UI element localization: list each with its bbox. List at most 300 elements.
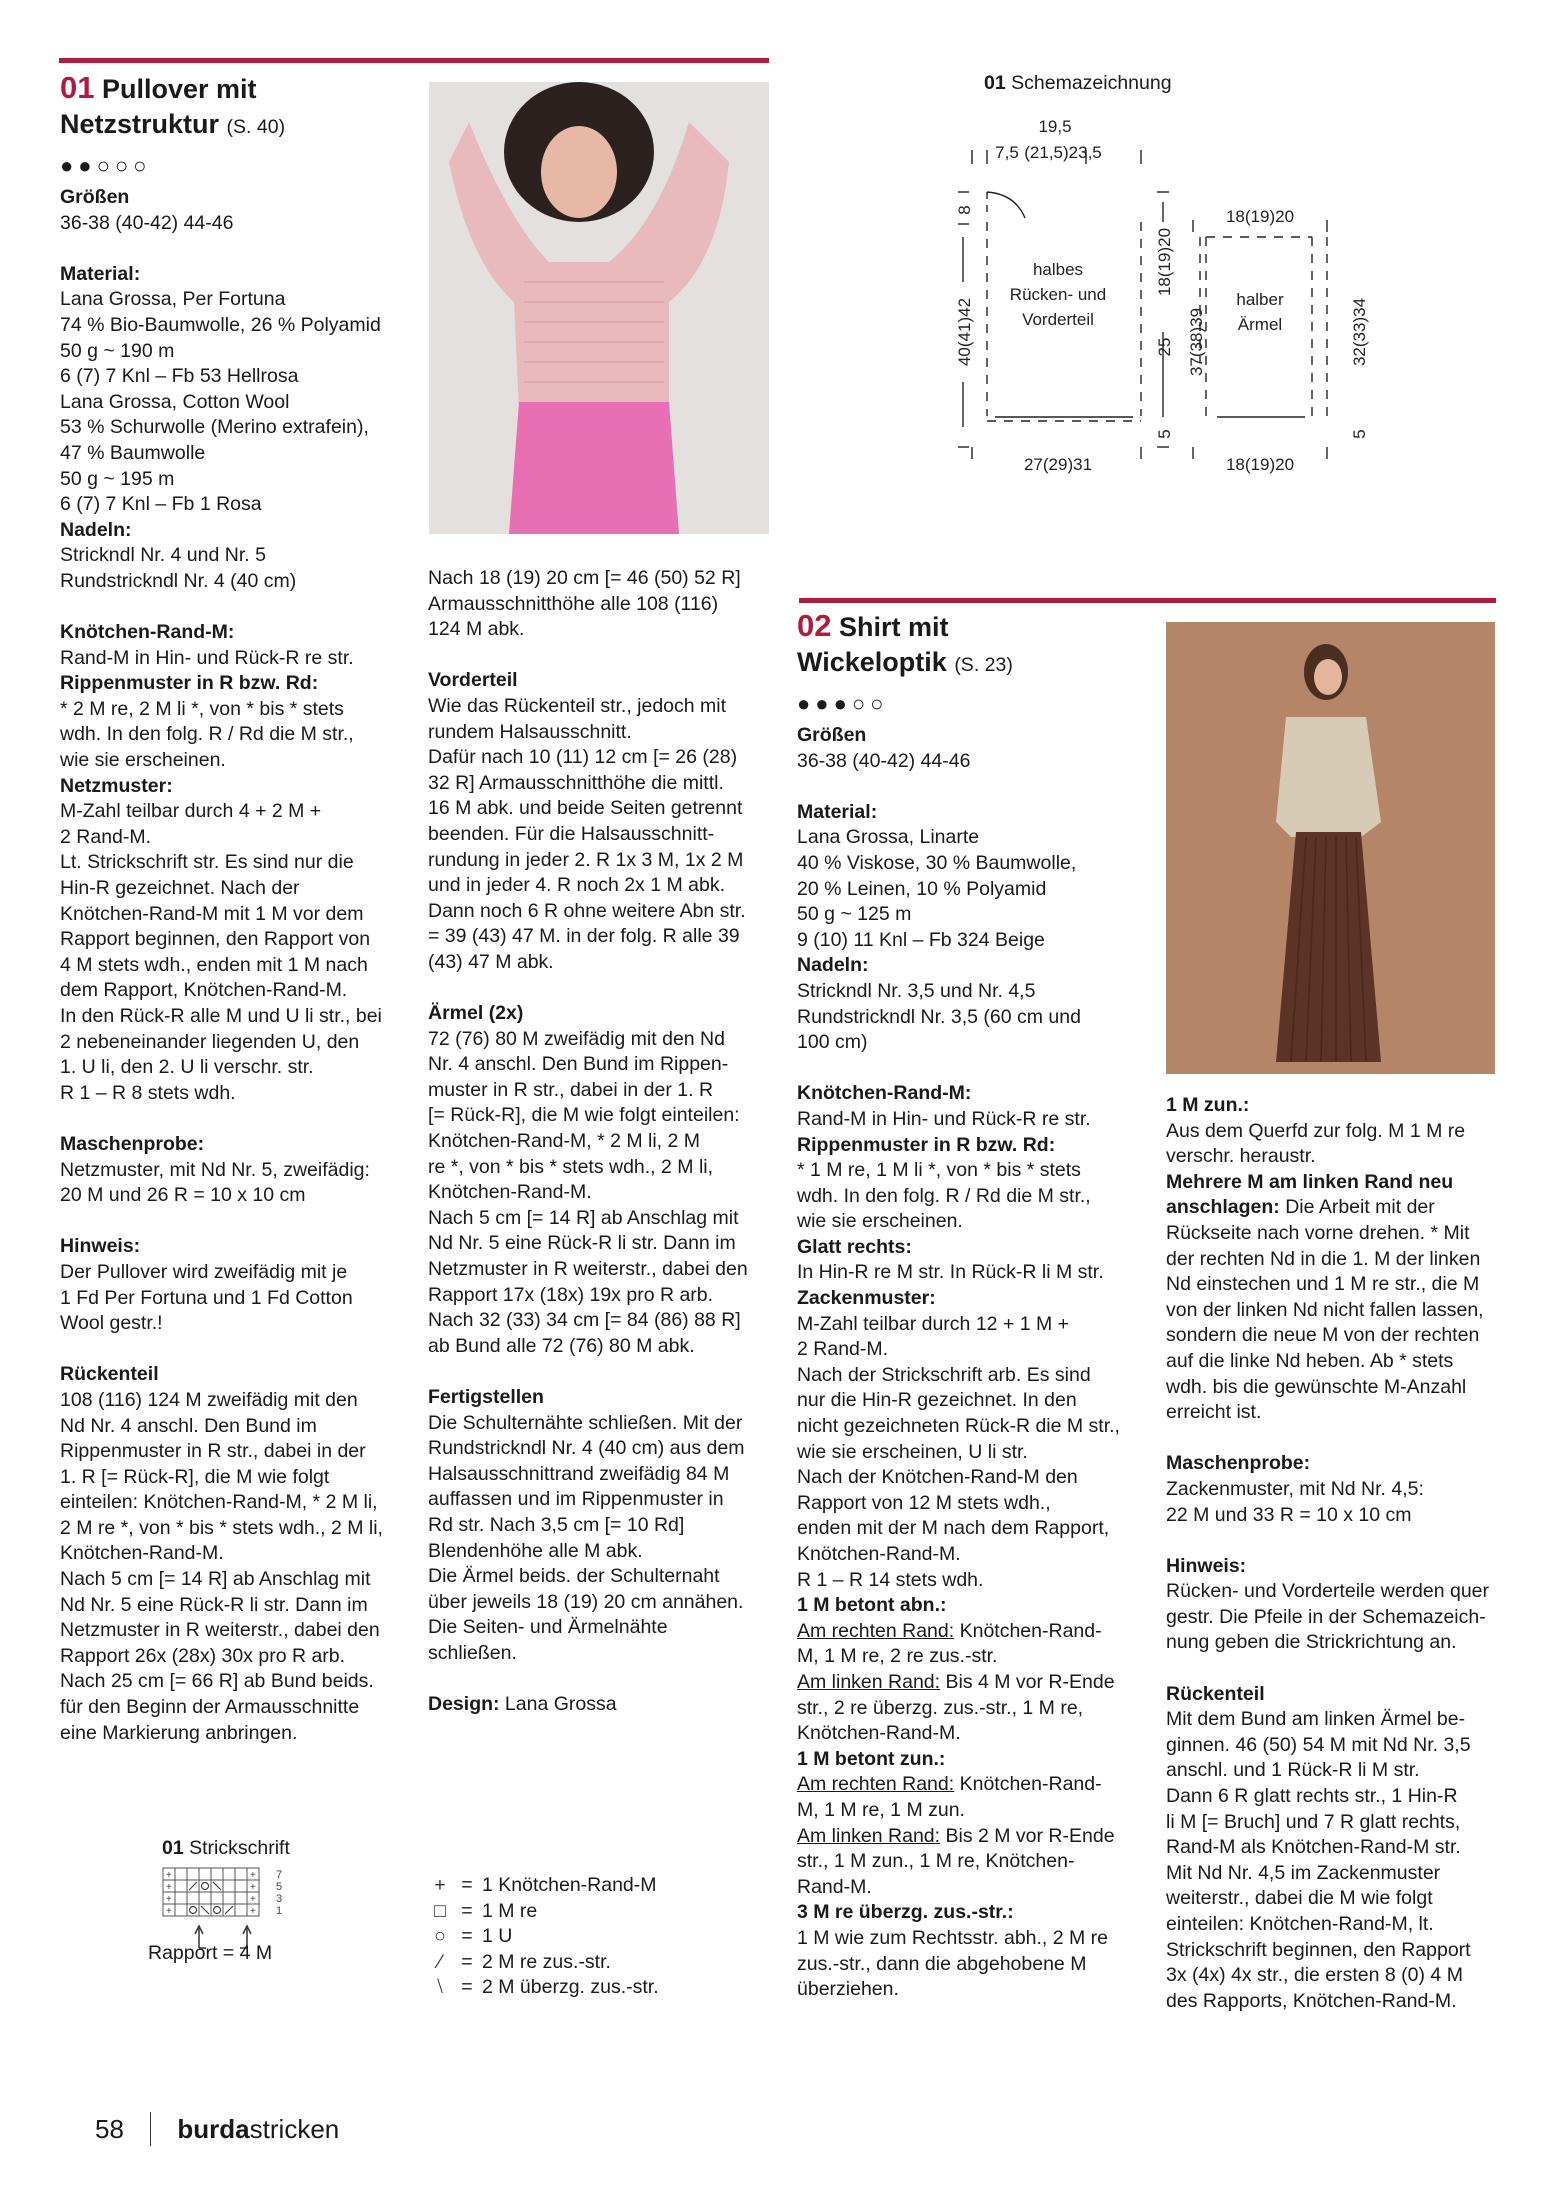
line-text: Aus dem Querfd zur folg. M 1 M re [1166,1119,1466,1142]
page-number: 58 [95,2113,124,2144]
text-line [428,1590,773,1616]
column-2-text [428,566,773,1718]
text-line [60,697,400,723]
text-line [797,1926,1142,1952]
line-text: li M [= Bruch] und 7 R glatt rechts, [1166,1810,1461,1833]
line-text: Rundstrickndl Nr. 4 (40 cm) aus dem [428,1437,745,1460]
line-text: Mit dem Bund am linken Ärmel be- [1166,1708,1466,1731]
line-text: 20 % Leinen, 10 % Polyamid [797,877,1047,900]
dim-top-total: 19,5 [1038,117,1072,136]
line-text: M, 1 M re, 2 re zus.-str. [797,1645,998,1668]
line-text: Nadeln: [60,518,132,541]
pattern-number-2: 02 [797,608,832,643]
text-line [428,1513,773,1539]
line-text: 3 M re überzg. zus.-str.: [797,1901,1014,1924]
text-line [60,1030,400,1056]
text-line [60,850,400,876]
paragraph-gap [1166,1656,1511,1682]
paragraph-gap [797,1056,1142,1082]
text-line [797,1721,1142,1747]
legend-equals: = [461,1976,473,1999]
line-rest: Bis 4 M vor R-Ende [940,1670,1115,1693]
section-heading [60,620,400,646]
line-text: weiterstr., dabei die M wie folgt [1166,1887,1433,1910]
line-text: * 2 M re, 2 M li *, von * bis * stets [60,697,344,720]
line-text: 20 M und 26 R = 10 x 10 cm [60,1184,306,1207]
svg-text:+: + [166,1870,172,1881]
text-line [428,1564,773,1590]
text-line [428,1103,773,1129]
legend-row [428,1975,748,2001]
line-text: 2 Rand-M. [60,825,152,848]
line-text: Nd Nr. 4 anschl. Den Bund im [60,1414,317,1437]
line-text: Rundstrickndl Nr. 4 (40 cm) [60,569,297,592]
text-line [1166,1784,1511,1810]
line-text: 36-38 (40-42) 44-46 [797,749,971,772]
text-line [1166,1630,1511,1656]
text-line [797,1491,1142,1517]
text-line [797,1158,1142,1184]
legend-text: 1 U [482,1925,513,1948]
line-text: ginnen. 46 (50) 54 M mit Nd Nr. 3,5 [1166,1733,1471,1756]
text-line [60,1004,400,1030]
line-text: Nach der Knötchen-Rand-M den [797,1466,1078,1489]
line-text: 22 M und 33 R = 10 x 10 cm [1166,1503,1412,1526]
text-line [797,1952,1142,1978]
line-text: Knötchen-Rand-M. [428,1181,592,1204]
section-heading [60,671,400,697]
text-line [1166,1758,1511,1784]
text-line [60,1311,400,1337]
line-text: Wie das Rückenteil str., jedoch mit [428,694,727,717]
text-line [797,1670,1142,1696]
text-line [428,1027,773,1053]
column-1 [60,70,400,1746]
text-line [60,876,400,902]
line-text: eine Markierung anbringen. [60,1721,298,1744]
svg-text:+: + [250,1870,256,1881]
line-text: Nadeln: [797,954,869,977]
line-text: Knötchen-Rand-M. [797,1543,961,1565]
dim-sleeve-left: 37(38)39 [1187,307,1206,377]
paragraph-gap [1166,1426,1511,1452]
page-footer [95,2112,339,2146]
text-line [1166,1605,1511,1631]
line-rest: Bis 2 M vor R-Ende [940,1824,1115,1847]
line-rest: Lana Grossa [499,1693,617,1716]
line-text: über jeweils 18 (19) 20 cm annähen. [428,1590,744,1613]
text-line [1166,1400,1511,1426]
text-line [60,1465,400,1491]
text-line [428,1129,773,1155]
line-text: 1 Fd Per Fortuna und 1 Fd Cotton [60,1286,353,1309]
line-text: Armausschnitthöhe alle 108 (116) [428,592,719,615]
line-text: nung geben die Strickrichtung an. [1166,1631,1457,1654]
line-text: Am rechten Rand: [797,1773,955,1796]
line-text: 50 g ~ 125 m [797,903,912,926]
text-line [60,1081,400,1107]
text-line [1166,1144,1511,1170]
line-text: Die Schulternähte schließen. Mit der [428,1411,743,1434]
line-text: Rapport 17x (18x) 19x pro R arb. [428,1283,714,1306]
text-line [428,924,773,950]
line-text: Lana Grossa, Linarte [797,826,980,849]
section-heading [797,1133,1142,1159]
text-line [428,566,773,592]
dim-rib: 5 [1155,429,1174,439]
text-line [1166,1323,1511,1349]
dim-neck: 8 [955,205,974,215]
text-line [797,1030,1142,1056]
text-line [797,1363,1142,1389]
symbol-legend [428,1873,748,2001]
text-line [797,1798,1142,1824]
text-line [60,415,400,441]
chart-row-1: 1 [276,1905,283,1917]
text-line [1166,1861,1511,1887]
text-line [797,1209,1142,1235]
strickschrift-block [148,1836,348,1996]
line-text: 1 M zun.: [1166,1094,1250,1116]
difficulty-dots: ●●○○○ [60,153,152,178]
section-heading [797,953,1142,979]
chart-label-text: Strickschrift [189,1837,290,1859]
text-line [428,771,773,797]
text-line [797,1260,1142,1286]
text-line [1166,1349,1511,1375]
line-text: Der Pullover wird zweifädig mit je [60,1260,348,1283]
section-heading [797,1286,1142,1312]
section-heading [60,185,400,211]
text-line [797,825,1142,851]
text-line [1166,1733,1511,1759]
text-line [60,799,400,825]
line-text: Netzmuster in R weiterstr., dabei den [60,1619,380,1642]
text-line [428,1052,773,1078]
title-line-2: Netzstruktur [60,109,220,139]
legend-row [428,1924,748,1950]
pattern-number: 01 [60,70,95,105]
line-text: Vorderteil [428,669,518,692]
shirt-photo [1166,622,1495,1074]
body-label-1: halbes [1032,260,1084,279]
line-text: Rand-M in Hin- und Rück-R re str. [60,646,354,669]
text-line [797,902,1142,928]
line-text: 2 Rand-M. [797,1338,889,1361]
text-line [428,873,773,899]
text-line [428,1539,773,1565]
line-text: nur die Hin-R gezeichnet. In den [797,1389,1077,1412]
line-text: wie sie erscheinen. [60,749,226,772]
text-line [797,1977,1142,2003]
column-4-text [1166,1093,1511,2014]
paragraph-gap [428,1359,773,1385]
line-text: 32 R] Armausschnitthöhe die mittl. [428,771,724,794]
footer-divider [150,2112,152,2146]
line-text: zus.-str., dann die abgehobene M [797,1952,1087,1975]
line-text: 4 M stets wdh., enden mit 1 M nach [60,953,368,976]
line-text: M-Zahl teilbar durch 12 + 1 M + [797,1312,1070,1335]
pullover-photo [429,82,769,534]
line-text: R 1 – R 8 stets wdh. [60,1081,236,1104]
text-line [797,1772,1142,1798]
strickschrift-label [162,1836,290,1860]
line-text: Strickndl Nr. 4 und Nr. 5 [60,544,266,567]
line-text: Mehrere M am linken Rand neu [1166,1170,1454,1193]
line-text: Knötchen-Rand-M. [797,1722,961,1745]
line-text: wdh. In den folg. R / Rd die M str., [797,1184,1091,1207]
text-line [60,1695,400,1721]
dim-left: 40(41)42 [955,297,974,367]
line-text: Hin-R gezeichnet. Nach der [60,877,300,900]
svg-text:+: + [166,1882,172,1893]
chart-row-7: 7 [276,1869,283,1881]
line-text: 1 M betont abn.: [797,1594,947,1617]
line-text: Blendenhöhe alle M abk. [428,1539,643,1562]
text-line [797,749,1142,775]
text-line [797,1388,1142,1414]
difficulty-dots-2: ●●●○○ [797,691,889,716]
section-heading [797,723,1142,749]
section-heading [60,262,400,288]
text-line [797,1312,1142,1338]
brand-bold: burda [177,2113,250,2144]
section-2-rule [799,598,1496,603]
brand-rest: stricken [249,2113,340,2144]
line-text: erreicht ist. [1166,1401,1262,1424]
line-text: Rückseite nach vorne drehen. * Mit [1166,1221,1470,1244]
section-heading [797,800,1142,826]
line-text: 16 M abk. und beide Seiten getrennt [428,797,743,820]
line-text: Dann noch 6 R ohne weitere Abn str. [428,899,746,922]
line-text: Netzmuster in R weiterstr., dabei den [428,1258,748,1281]
line-text: 47 % Baumwolle [60,441,206,464]
section-heading [428,1692,773,1718]
svg-text:+: + [250,1906,256,1917]
section-heading [428,1385,773,1411]
text-line [1166,1835,1511,1861]
dim-bottom: 27(29)31 [1023,455,1093,474]
text-line [1166,1810,1511,1836]
line-text: 1 M betont zun.: [797,1747,946,1770]
text-line [60,569,400,595]
legend-row [428,1899,748,1925]
line-text: Hinweis: [60,1235,141,1258]
text-line [1166,1707,1511,1733]
line-text: 50 g ~ 195 m [60,467,175,490]
text-line [60,1055,400,1081]
line-text: 50 g ~ 190 m [60,339,175,362]
text-line [797,1849,1142,1875]
text-line [428,694,773,720]
legend-symbol-icon: ⁄ [438,1950,442,1973]
line-text: Netzmuster: [60,774,173,797]
line-text: 72 (76) 80 M zweifädig mit den Nd [428,1027,725,1050]
sleeve-label-2: Ärmel [1237,315,1283,334]
text-line [60,646,400,672]
paragraph-gap [428,643,773,669]
text-line [428,1641,773,1667]
section-1-rule [59,58,769,63]
text-line [1166,1119,1511,1145]
paragraph-gap [428,976,773,1002]
column-3-text [797,723,1142,2003]
chart-label-num: 01 [162,1837,184,1859]
line-text: 74 % Bio-Baumwolle, 26 % Polyamid [60,313,381,336]
line-text: 1. U li, den 2. U li verschr. str. [60,1056,314,1079]
column-3 [797,608,1142,2003]
line-text: Nd Nr. 5 eine Rück-R li str. Dann im [428,1232,736,1255]
line-text: Fertigstellen [428,1386,544,1408]
text-line [428,848,773,874]
line-text: wie sie erscheinen, U li str. [797,1440,1028,1463]
text-line [60,1183,400,1209]
line-text: rundung in jeder 2. R 1x 3 M, 1x 2 M [428,848,744,871]
paragraph-gap [60,595,400,621]
section-heading [1166,1682,1511,1708]
line-text: 124 M abk. [428,618,525,641]
dim-sleeve-rib: 5 [1350,429,1369,439]
line-text: Dafür nach 10 (11) 12 cm [= 26 (28) [428,746,738,769]
text-line [797,928,1142,954]
text-line [60,1618,400,1644]
line-text: Knötchen-Rand-M, * 2 M li, 2 M [428,1130,701,1153]
text-line [797,1465,1142,1491]
line-text: ab Bund alle 72 (76) 80 M abk. [428,1334,695,1357]
paragraph-gap [60,1106,400,1132]
dim-sleeve-right: 32(33)34 [1350,297,1369,367]
line-text: Nach 25 cm [= 66 R] ab Bund beids. [60,1670,374,1693]
line-text: muster in R str., dabei in der 1. R [428,1078,714,1101]
text-line [428,1462,773,1488]
line-text: 6 (7) 7 Knl – Fb 53 Hellrosa [60,365,299,388]
legend-row [428,1950,748,1976]
line-text: wdh. bis die gewünschte M-Anzahl [1166,1375,1467,1398]
line-text: Nd einstechen und 1 M re str., die M [1166,1273,1480,1296]
text-line [797,1875,1142,1901]
text-line [60,1644,400,1670]
dim-side: 25 [1155,337,1174,357]
text-line [428,720,773,746]
text-line [1166,1989,1511,2015]
schema-drawing [955,72,1415,492]
line-text: 1 M wie zum Rechtsstr. abh., 2 M re [797,1926,1109,1949]
shirt-photo-art [1166,622,1495,1074]
line-text: Rippenmuster in R str., dabei in der [60,1440,366,1463]
line-text: 100 cm) [797,1031,868,1054]
line-text: M, 1 M re, 1 M zun. [797,1798,965,1821]
line-text: verschr. heraustr. [1166,1145,1316,1168]
line-text: Knötchen-Rand-M: [797,1082,972,1105]
paragraph-gap [60,236,400,262]
section-heading [60,1362,400,1388]
schema-num: 01 [984,72,1006,94]
text-line [1166,1375,1511,1401]
text-line [797,979,1142,1005]
line-text: Zackenmuster: [797,1287,936,1310]
text-line [797,1542,1142,1568]
column-4 [1166,1093,1511,2014]
line-text: Hinweis: [1166,1554,1247,1577]
text-line [428,1334,773,1360]
legend-text: 1 Knötchen-Rand-M [482,1874,657,1896]
svg-text:+: + [250,1894,256,1905]
section-heading [1166,1451,1511,1477]
section-heading [1166,1554,1511,1580]
text-line [797,1440,1142,1466]
section-heading [60,1132,400,1158]
title2-line-2: Wickeloptik [797,647,947,677]
text-line [797,1824,1142,1850]
line-text: Nach 5 cm [= 14 R] ab Anschlag mit [60,1568,371,1591]
line-text: Wool gestr.! [60,1312,163,1335]
column-2 [428,566,773,1718]
section-heading [428,668,773,694]
schema-label-text: Schemazeichnung [1011,72,1172,94]
text-line [797,851,1142,877]
text-line [60,1516,400,1542]
section-heading [1166,1170,1511,1196]
text-line [1166,1886,1511,1912]
schemazeichnung [955,72,1415,492]
text-line [60,1158,400,1184]
text-line [797,877,1142,903]
text-line [428,796,773,822]
line-text: 9 (10) 11 Knl – Fb 324 Beige [797,928,1045,951]
text-line [1166,1247,1511,1273]
text-line [797,1184,1142,1210]
pattern-2-title [797,608,1142,683]
legend-equals: = [461,1950,473,1973]
text-line [60,1593,400,1619]
pullover-photo-art [429,82,769,534]
text-line [428,1180,773,1206]
text-line [428,1283,773,1309]
line-text: Am linken Rand: [797,1824,941,1847]
line-text: (43) 47 M abk. [428,950,554,973]
text-line [60,339,400,365]
text-line [60,1260,400,1286]
line-text: Rand-M. [797,1875,872,1898]
line-text: der rechten Nd in die 1. M der linken [1166,1247,1481,1270]
dim-sleeve-bottom: 18(19)20 [1225,455,1295,474]
legend-equals: = [461,1925,473,1948]
paragraph-gap [428,1667,773,1693]
text-line [428,822,773,848]
section-heading [797,1747,1142,1773]
text-line [60,1414,400,1440]
line-text: Rapport beginnen, den Rapport von [60,928,371,951]
text-line [1166,1912,1511,1938]
paragraph-gap [797,774,1142,800]
line-text: Am linken Rand: [797,1670,941,1693]
text-line [60,825,400,851]
text-line [60,1439,400,1465]
line-text: Rückenteil [1166,1682,1265,1705]
line-text: Nd Nr. 5 eine Rück-R li str. Dann im [60,1593,368,1616]
body-label-3: Vorderteil [1022,310,1094,329]
section-heading [60,774,400,800]
line-text: Rand-M in Hin- und Rück-R re str. [797,1107,1091,1130]
svg-text:+: + [250,1882,256,1893]
line-text: 53 % Schurwolle (Merino extrafein), [60,416,369,439]
section-heading [60,1234,400,1260]
legend-symbol-icon: ○ [434,1925,446,1948]
line-text: Dann 6 R glatt rechts str., 1 Hin-R [1166,1785,1458,1808]
text-line [797,1516,1142,1542]
line-text: Lana Grossa, Per Fortuna [60,288,286,311]
text-line [1166,1272,1511,1298]
